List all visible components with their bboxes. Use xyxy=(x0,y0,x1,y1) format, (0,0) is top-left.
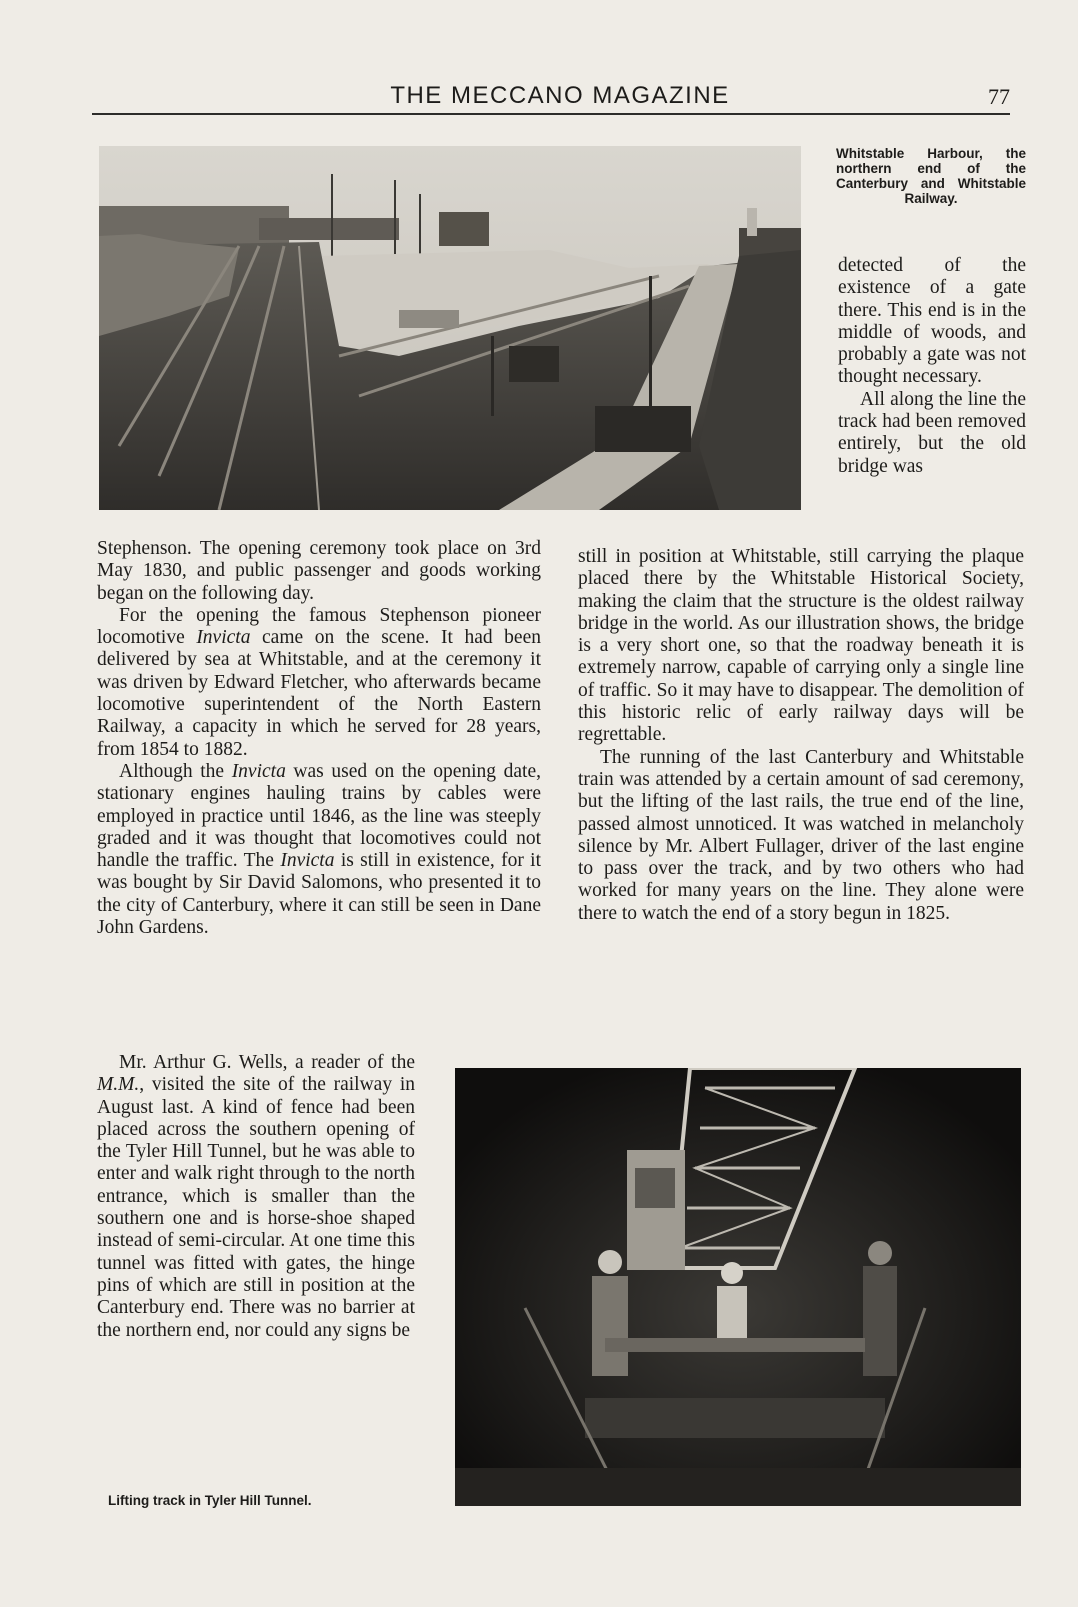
header-rule xyxy=(92,113,1010,115)
text-run: For the opening the famous Stephenson pioneer locomotive xyxy=(97,604,541,649)
text-column-right-top xyxy=(838,255,1026,478)
harbour-photo-caption: Whitstable Harbour, the northern end of the Canterbury and Whitstable Railway. xyxy=(836,146,1026,206)
paragraph xyxy=(97,1052,415,1342)
text-column-left-narrow xyxy=(97,1052,415,1342)
text-run: , visited the site of the railway in August last. A kind of fence had been placed across the southern opening of the Tyler Hill Tunnel, but he was able to enter and walk right through to the north entrance, which is smaller than the southern one and is horse-shoe shaped instead of semi-circular. At one time this tunnel was fitted with gates, the hinge pins of which are still in position at the Canterbury end. There was no barrier at the northern end, nor could any signs be xyxy=(97,1074,415,1341)
locomotive-name: Invicta xyxy=(196,627,251,649)
text-run: Mr. Arthur G. Wells, a reader of the xyxy=(119,1052,415,1073)
locomotive-name: Invicta xyxy=(231,760,286,782)
page-number: 77 xyxy=(988,84,1010,109)
paragraph: The running of the last Canterbury and Whitstable train was attended by a certain amount of sad ceremony, but the lifting of the last rails, the true end of the line, passed almost unnoticed. It was watched in melancholy silence by Mr. Albert Fullager, driver of the last engine to pass over the track, and by two others who had worked for many years on the line. They alone were there to watch the end of a story begun in 1825. xyxy=(578,746,1024,924)
photo-harbour-icon xyxy=(99,146,801,510)
magazine-title: THE MECCANO MAGAZINE xyxy=(390,82,730,109)
text-run: came on the scene. It had been delivered by sea at Whitstable, and at the ceremony it was driven by Edward Fletcher, who afterwards became locomotive superintendent of the North Eastern Railway, a capacity in which he served for 28 years, from 1854 to 1882. xyxy=(97,627,541,760)
tunnel-photo xyxy=(455,1068,1021,1506)
photo-tunnel-icon xyxy=(455,1068,1021,1506)
paragraph: detected of the existence of a gate there. This end is in the middle of woods, and probably a gate was not thought necessary. xyxy=(838,255,1026,388)
magazine-abbrev: M.M. xyxy=(97,1074,140,1096)
locomotive-name: Invicta xyxy=(280,850,335,872)
text-column-left xyxy=(97,538,541,939)
text-run: was used on the opening date, stationary engines hauling trains by cables were employed in practice until 1846, as the line was steeply graded and it was thought that locomotives could not handle the traffic. The xyxy=(97,760,541,872)
text-column-right xyxy=(578,546,1024,925)
tunnel-photo-caption: Lifting track in Tyler Hill Tunnel. xyxy=(108,1493,312,1508)
text-run: Although the xyxy=(119,760,232,782)
paragraph: Stephenson. The opening ceremony took place on 3rd May 1830, and public passenger and goods working began on the following day. xyxy=(97,538,541,604)
harbour-photo xyxy=(99,146,801,510)
paragraph xyxy=(97,761,541,939)
paragraph: All along the line the track had been removed entirely, but the old bridge was xyxy=(838,388,1026,477)
paragraph xyxy=(97,605,541,761)
text-run: is still in existence, for it was bought by Sir David Salomons, who presented it to the city of Canterbury, where it can still be seen in Dane John Gardens. xyxy=(97,850,541,939)
paragraph: still in position at Whitstable, still carrying the plaque placed there by the Whitstable Historical Society, making the claim that the structure is the oldest railway bridge in the world. As our illustration shows, the bridge is a very short one, so that the roadway beneath it is extremely narrow, capable of carrying only a single line of traffic. So it may have to disappear. The demolition of this historic relic of early railway days will be regrettable. xyxy=(578,546,1024,746)
